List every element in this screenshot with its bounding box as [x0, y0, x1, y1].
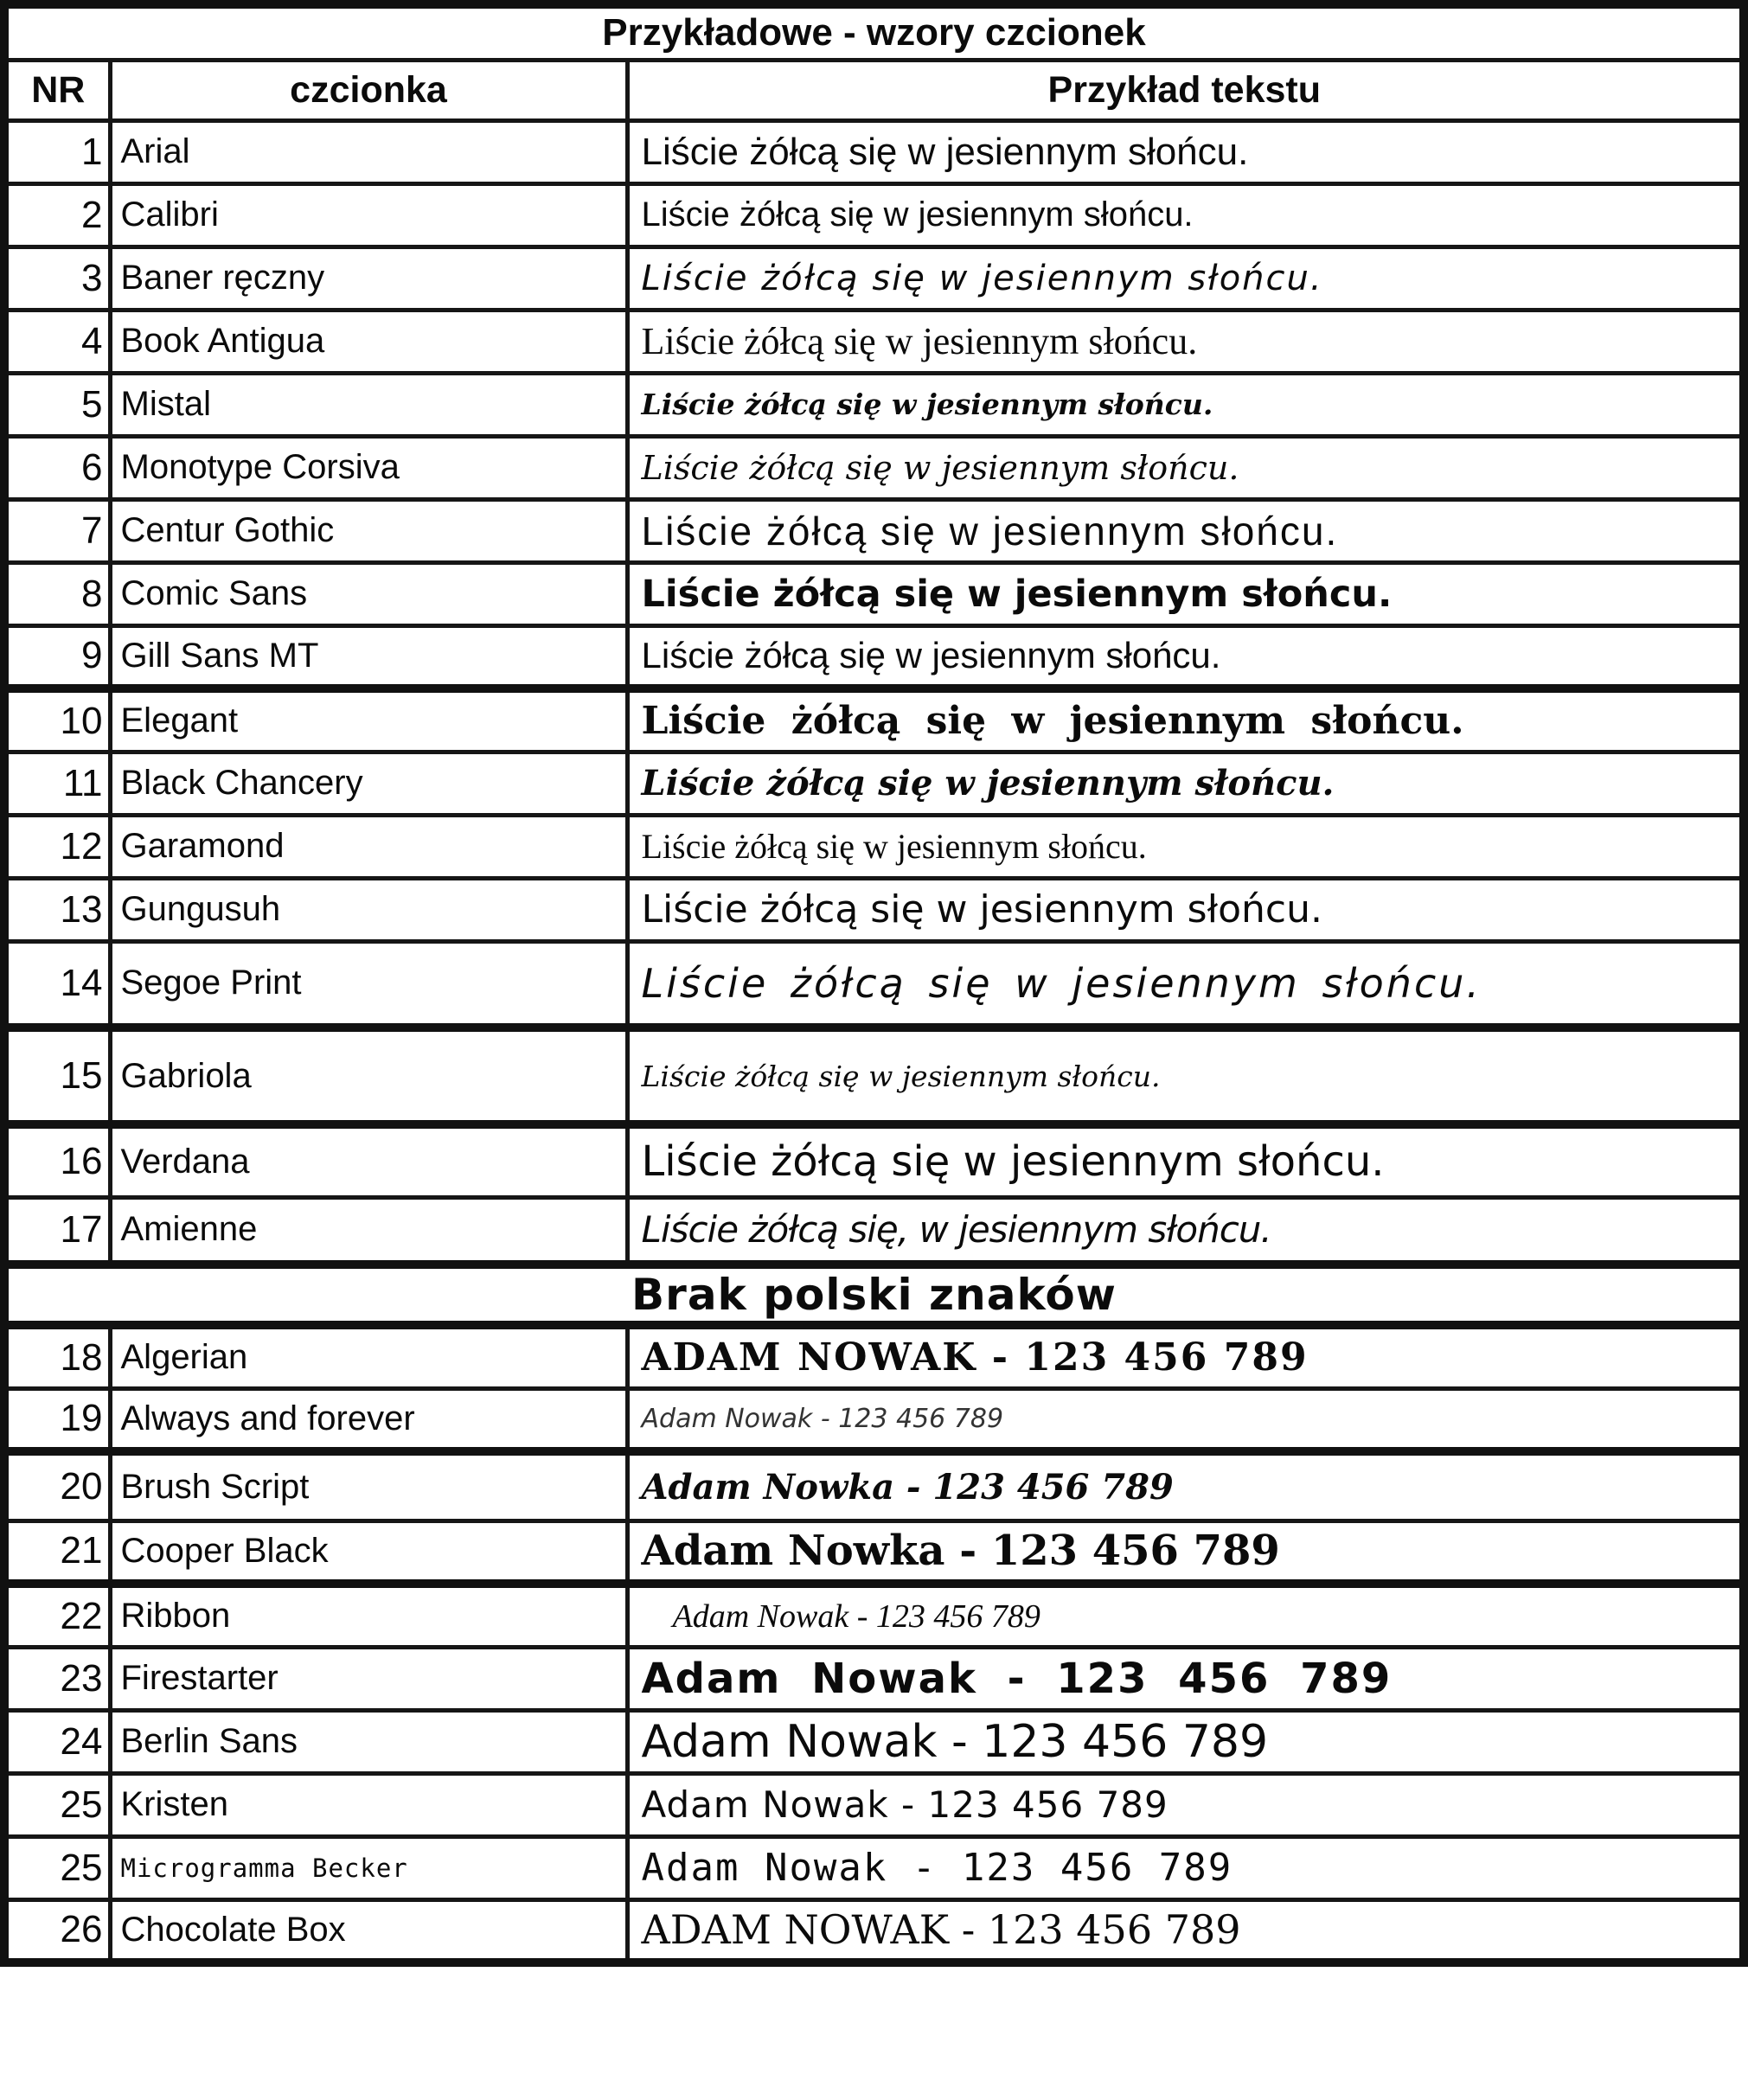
row-number: 17 — [4, 1197, 110, 1264]
font-sample: Liście żółcą się w jesiennym słońcu. — [627, 878, 1744, 941]
table-row — [4, 1773, 1744, 1836]
font-name: Brush Script — [110, 1451, 627, 1521]
font-sample: Liście żółcą się w jesiennym słońcu. — [627, 246, 1744, 310]
font-sample: Liście żółcą się w jesiennym słońcu. — [627, 436, 1744, 499]
font-sample: Liście żółcą się w jesiennym słońcu. — [627, 562, 1744, 625]
table-row — [4, 1710, 1744, 1773]
row-number: 26 — [4, 1899, 110, 1962]
font-sample: Adam Nowak - 123 456 789 — [627, 1647, 1744, 1710]
font-name: Mistal — [110, 373, 627, 436]
table-row — [4, 878, 1744, 941]
font-sample: Liście żółcą się w jesiennym słońcu. — [627, 1124, 1744, 1197]
font-sample: Liście żółcą się w jesiennym słońcu. — [627, 373, 1744, 436]
table-row — [4, 246, 1744, 310]
row-number: 7 — [4, 499, 110, 562]
font-name: Cooper Black — [110, 1521, 627, 1584]
table-row — [4, 436, 1744, 499]
table-row — [4, 499, 1744, 562]
table-row — [4, 1028, 1744, 1124]
font-sample: Liście żółcą się w jesiennym słońcu. — [627, 688, 1744, 752]
table-row — [4, 1124, 1744, 1197]
font-sample: ADAM NOWAK - 123 456 789 — [627, 1899, 1744, 1962]
row-number: 19 — [4, 1388, 110, 1451]
row-number: 25 — [4, 1836, 110, 1899]
table-row — [4, 1388, 1744, 1451]
row-number: 6 — [4, 436, 110, 499]
font-name: Centur Gothic — [110, 499, 627, 562]
font-name: Firestarter — [110, 1647, 627, 1710]
row-number: 16 — [4, 1124, 110, 1197]
row-number: 15 — [4, 1028, 110, 1124]
table-row — [4, 1451, 1744, 1521]
font-name: Algerian — [110, 1325, 627, 1388]
row-number: 14 — [4, 941, 110, 1028]
table-row — [4, 183, 1744, 246]
row-number: 5 — [4, 373, 110, 436]
table-row — [4, 815, 1744, 878]
table-row — [4, 562, 1744, 625]
font-name: Verdana — [110, 1124, 627, 1197]
font-name: Ribbon — [110, 1584, 627, 1647]
row-number: 25 — [4, 1773, 110, 1836]
font-sample: Adam Nowka - 123 456 789 — [627, 1451, 1744, 1521]
row-number: 12 — [4, 815, 110, 878]
font-sample: Liście żółcą się, w jesiennym słońcu. — [627, 1197, 1744, 1264]
font-name: Calibri — [110, 183, 627, 246]
table-row — [4, 1647, 1744, 1710]
font-sample: Adam Nowak - 123 456 789 — [627, 1710, 1744, 1773]
table-row — [4, 120, 1744, 183]
font-name: Elegant — [110, 688, 627, 752]
title-row — [4, 4, 1744, 60]
font-name: Microgramma Becker — [110, 1836, 627, 1899]
font-name: Black Chancery — [110, 752, 627, 815]
font-name: Kristen — [110, 1773, 627, 1836]
font-sample: Liście żółcą się w jesiennym słońcu. — [627, 183, 1744, 246]
section-header: Brak polski znaków — [4, 1264, 1744, 1325]
row-number: 23 — [4, 1647, 110, 1710]
font-sample: Adam Nowak - 123 456 789 — [627, 1836, 1744, 1899]
row-number: 11 — [4, 752, 110, 815]
row-number: 20 — [4, 1451, 110, 1521]
header-row — [4, 60, 1744, 120]
column-header-nr: NR — [4, 60, 110, 120]
font-sample: Adam Nowak - 123 456 789 — [627, 1388, 1744, 1451]
table-row — [4, 1521, 1744, 1584]
section-header-row — [4, 1264, 1744, 1325]
table-row — [4, 752, 1744, 815]
row-number: 9 — [4, 625, 110, 688]
font-name: Berlin Sans — [110, 1710, 627, 1773]
column-header-sample: Przykład tekstu — [627, 60, 1744, 120]
font-name: Gill Sans MT — [110, 625, 627, 688]
table-row — [4, 1325, 1744, 1388]
font-name: Chocolate Box — [110, 1899, 627, 1962]
font-name: Monotype Corsiva — [110, 436, 627, 499]
font-name: Segoe Print — [110, 941, 627, 1028]
font-sample: Liście żółcą się w jesiennym słońcu. — [627, 941, 1744, 1028]
row-number: 10 — [4, 688, 110, 752]
table-row — [4, 625, 1744, 688]
font-sample: Liście żółcą się w jesiennym słońcu. — [627, 499, 1744, 562]
row-number: 24 — [4, 1710, 110, 1773]
table-row — [4, 1584, 1744, 1647]
table-row — [4, 688, 1744, 752]
row-number: 3 — [4, 246, 110, 310]
row-number: 8 — [4, 562, 110, 625]
row-number: 4 — [4, 310, 110, 373]
font-sample: Adam Nowka - 123 456 789 — [627, 1521, 1744, 1584]
row-number: 22 — [4, 1584, 110, 1647]
font-sample: Liście żółcą się w jesiennym słońcu. — [627, 310, 1744, 373]
font-name: Comic Sans — [110, 562, 627, 625]
table-row — [4, 310, 1744, 373]
font-sample: Liście żółcą się w jesiennym słońcu. — [627, 1028, 1744, 1124]
row-number: 21 — [4, 1521, 110, 1584]
font-sample: Liście żółcą się w jesiennym słońcu. — [627, 625, 1744, 688]
font-name: Always and forever — [110, 1388, 627, 1451]
font-name: Amienne — [110, 1197, 627, 1264]
table-row — [4, 941, 1744, 1028]
font-sample: Liście żółcą się w jesiennym słońcu. — [627, 752, 1744, 815]
font-sample: Adam Nowak - 123 456 789 — [627, 1584, 1744, 1647]
font-name: Baner ręczny — [110, 246, 627, 310]
font-name: Garamond — [110, 815, 627, 878]
table-row — [4, 1899, 1744, 1962]
font-name: Gungusuh — [110, 878, 627, 941]
table-row — [4, 373, 1744, 436]
font-sample: ADAM NOWAK - 123 456 789 — [627, 1325, 1744, 1388]
font-sample: Adam Nowak - 123 456 789 — [627, 1773, 1744, 1836]
row-number: 13 — [4, 878, 110, 941]
font-name: Arial — [110, 120, 627, 183]
row-number: 1 — [4, 120, 110, 183]
font-sample: Liście żółcą się w jesiennym słońcu. — [627, 815, 1744, 878]
table-row — [4, 1197, 1744, 1264]
table-row — [4, 1836, 1744, 1899]
row-number: 2 — [4, 183, 110, 246]
font-sample: Liście żółcą się w jesiennym słońcu. — [627, 120, 1744, 183]
column-header-font: czcionka — [110, 60, 627, 120]
row-number: 18 — [4, 1325, 110, 1388]
page-title: Przykładowe - wzory czcionek — [4, 4, 1744, 60]
font-name: Gabriola — [110, 1028, 627, 1124]
font-name: Book Antigua — [110, 310, 627, 373]
